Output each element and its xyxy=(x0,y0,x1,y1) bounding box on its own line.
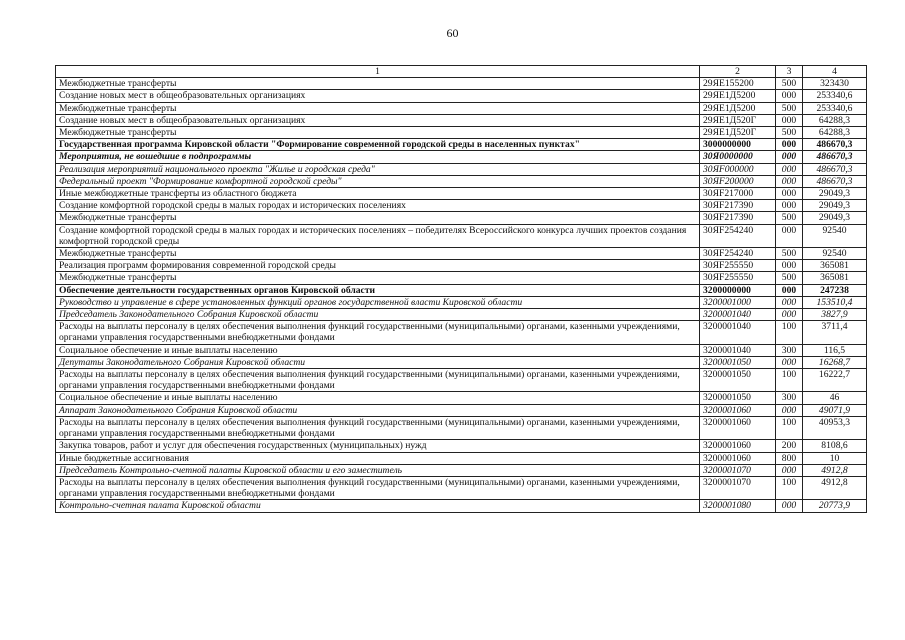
row-amount-cell: 92540 xyxy=(803,248,867,260)
row-expense-type-cell: 200 xyxy=(776,440,803,452)
row-amount-cell: 29049,3 xyxy=(803,212,867,224)
row-name-cell: Создание новых мест в общеобразовательных организациях xyxy=(56,114,700,126)
row-code-cell: 3200001060 xyxy=(700,452,776,464)
column-header-amount: 4 xyxy=(803,66,867,78)
table-row xyxy=(56,392,867,404)
row-amount-cell: 49071,9 xyxy=(803,404,867,416)
row-amount-cell: 153510,4 xyxy=(803,296,867,308)
row-code-cell: 3200001060 xyxy=(700,416,776,439)
row-amount-cell: 8108,6 xyxy=(803,440,867,452)
row-expense-type-cell: 000 xyxy=(776,175,803,187)
row-name-cell: Социальное обеспечение и иные выплаты населению xyxy=(56,392,700,404)
row-amount-cell: 253340,6 xyxy=(803,90,867,102)
row-name-cell: Контрольно-счетная палата Кировской области xyxy=(56,500,700,512)
row-expense-type-cell: 000 xyxy=(776,284,803,296)
table-row xyxy=(56,356,867,368)
row-name-cell: Государственная программа Кировской области "Формирование современной городской среды в населенных пунктах" xyxy=(56,139,700,151)
row-code-cell: 3200001080 xyxy=(700,500,776,512)
table-row xyxy=(56,212,867,224)
row-name-cell: Иные бюджетные ассигнования xyxy=(56,452,700,464)
row-code-cell: 3200001050 xyxy=(700,392,776,404)
row-amount-cell: 4912,8 xyxy=(803,476,867,499)
row-amount-cell: 10 xyxy=(803,452,867,464)
row-name-cell: Федеральный проект "Формирование комфортной городской среды" xyxy=(56,175,700,187)
row-code-cell: 30ЯF217390 xyxy=(700,200,776,212)
row-code-cell: 3200001050 xyxy=(700,369,776,392)
row-expense-type-cell: 000 xyxy=(776,404,803,416)
row-amount-cell: 365081 xyxy=(803,260,867,272)
row-name-cell: Межбюджетные трансферты xyxy=(56,102,700,114)
row-name-cell: Руководство и управление в сфере установленных функций органов государственной власти Кировской области xyxy=(56,296,700,308)
row-expense-type-cell: 300 xyxy=(776,392,803,404)
row-expense-type-cell: 000 xyxy=(776,500,803,512)
table-row xyxy=(56,369,867,392)
table-row xyxy=(56,404,867,416)
row-code-cell: 30ЯF217000 xyxy=(700,188,776,200)
row-name-cell: Межбюджетные трансферты xyxy=(56,248,700,260)
row-name-cell: Мероприятия, не вошедшие в подпрограммы xyxy=(56,151,700,163)
row-code-cell: 30ЯF200000 xyxy=(700,175,776,187)
row-name-cell: Закупка товаров, работ и услуг для обеспечения государственных (муниципальных) нужд xyxy=(56,440,700,452)
row-code-cell: 3200001070 xyxy=(700,476,776,499)
row-amount-cell: 486670,3 xyxy=(803,175,867,187)
row-name-cell: Создание новых мест в общеобразовательных организациях xyxy=(56,90,700,102)
table-row xyxy=(56,224,867,247)
row-code-cell: 30ЯF255550 xyxy=(700,272,776,284)
row-name-cell: Расходы на выплаты персоналу в целях обеспечения выполнения функций государственными (муниципальными) органами, казенными учреждениями, органами управления государственными внебюджетными фондами xyxy=(56,416,700,439)
row-name-cell: Расходы на выплаты персоналу в целях обеспечения выполнения функций государственными (муниципальными) органами, казенными учреждениями, органами управления государственными внебюджетными фондами xyxy=(56,321,700,344)
table-row xyxy=(56,272,867,284)
table-row xyxy=(56,114,867,126)
row-expense-type-cell: 500 xyxy=(776,212,803,224)
row-name-cell: Реализация мероприятий национального проекта "Жилье и городская среда" xyxy=(56,163,700,175)
table-row xyxy=(56,464,867,476)
row-expense-type-cell: 000 xyxy=(776,90,803,102)
table-row xyxy=(56,102,867,114)
table-row xyxy=(56,476,867,499)
row-expense-type-cell: 000 xyxy=(776,200,803,212)
row-code-cell: 30ЯF217390 xyxy=(700,212,776,224)
table-row xyxy=(56,200,867,212)
row-amount-cell: 29049,3 xyxy=(803,188,867,200)
table-row xyxy=(56,500,867,512)
row-amount-cell: 64288,3 xyxy=(803,127,867,139)
row-expense-type-cell: 000 xyxy=(776,139,803,151)
row-amount-cell: 116,5 xyxy=(803,344,867,356)
table-row xyxy=(56,151,867,163)
row-code-cell: 3000000000 xyxy=(700,139,776,151)
row-amount-cell: 486670,3 xyxy=(803,163,867,175)
row-code-cell: 3200001060 xyxy=(700,404,776,416)
row-expense-type-cell: 100 xyxy=(776,476,803,499)
row-expense-type-cell: 000 xyxy=(776,464,803,476)
row-expense-type-cell: 500 xyxy=(776,272,803,284)
row-code-cell: 3200000000 xyxy=(700,284,776,296)
row-amount-cell: 16222,7 xyxy=(803,369,867,392)
row-code-cell: 30ЯF255550 xyxy=(700,260,776,272)
table-row xyxy=(56,248,867,260)
row-name-cell: Реализация программ формирования современной городской среды xyxy=(56,260,700,272)
row-expense-type-cell: 100 xyxy=(776,416,803,439)
row-name-cell: Создание комфортной городской среды в малых городах и исторических поселениях xyxy=(56,200,700,212)
row-code-cell: 30Я0000000 xyxy=(700,151,776,163)
table-row xyxy=(56,309,867,321)
row-name-cell: Депутаты Законодательного Собрания Кировской области xyxy=(56,356,700,368)
row-expense-type-cell: 000 xyxy=(776,260,803,272)
row-name-cell: Расходы на выплаты персоналу в целях обеспечения выполнения функций государственными (муниципальными) органами, казенными учреждениями, органами управления государственными внебюджетными фондами xyxy=(56,369,700,392)
row-expense-type-cell: 000 xyxy=(776,224,803,247)
row-expense-type-cell: 100 xyxy=(776,369,803,392)
row-code-cell: 3200001070 xyxy=(700,464,776,476)
row-expense-type-cell: 500 xyxy=(776,102,803,114)
row-code-cell: 29ЯЕ1Д5200 xyxy=(700,90,776,102)
column-header-code: 2 xyxy=(700,66,776,78)
row-name-cell: Межбюджетные трансферты xyxy=(56,272,700,284)
row-expense-type-cell: 500 xyxy=(776,78,803,90)
page-number: 60 xyxy=(446,26,459,40)
row-name-cell: Иные межбюджетные трансферты из областного бюджета xyxy=(56,188,700,200)
row-code-cell: 3200001000 xyxy=(700,296,776,308)
row-amount-cell: 29049,3 xyxy=(803,200,867,212)
row-amount-cell: 4912,8 xyxy=(803,464,867,476)
row-code-cell: 30ЯF254240 xyxy=(700,248,776,260)
table-row xyxy=(56,139,867,151)
row-expense-type-cell: 300 xyxy=(776,344,803,356)
row-code-cell: 29ЯЕ155200 xyxy=(700,78,776,90)
row-name-cell: Межбюджетные трансферты xyxy=(56,127,700,139)
row-expense-type-cell: 000 xyxy=(776,296,803,308)
table-row xyxy=(56,440,867,452)
table-row xyxy=(56,90,867,102)
table-row xyxy=(56,127,867,139)
row-name-cell: Председатель Законодательного Собрания Кировской области xyxy=(56,309,700,321)
budget-table xyxy=(55,65,867,513)
row-amount-cell: 247238 xyxy=(803,284,867,296)
table-row xyxy=(56,175,867,187)
row-code-cell: 3200001040 xyxy=(700,321,776,344)
table-row xyxy=(56,284,867,296)
row-code-cell: 29ЯЕ1Д5200 xyxy=(700,102,776,114)
row-expense-type-cell: 000 xyxy=(776,188,803,200)
row-code-cell: 30ЯF000000 xyxy=(700,163,776,175)
table-row xyxy=(56,163,867,175)
row-name-cell: Обеспечение деятельности государственных органов Кировской области xyxy=(56,284,700,296)
row-amount-cell: 3711,4 xyxy=(803,321,867,344)
row-amount-cell: 486670,3 xyxy=(803,139,867,151)
table-body xyxy=(56,78,867,512)
table-row xyxy=(56,188,867,200)
row-amount-cell: 92540 xyxy=(803,224,867,247)
row-name-cell: Межбюджетные трансферты xyxy=(56,212,700,224)
row-expense-type-cell: 500 xyxy=(776,127,803,139)
table-row xyxy=(56,296,867,308)
row-name-cell: Социальное обеспечение и иные выплаты населению xyxy=(56,344,700,356)
row-code-cell: 29ЯЕ1Д520Г xyxy=(700,127,776,139)
row-code-cell: 30ЯF254240 xyxy=(700,224,776,247)
row-code-cell: 3200001040 xyxy=(700,344,776,356)
table-row xyxy=(56,78,867,90)
table-row xyxy=(56,321,867,344)
row-name-cell: Председатель Контрольно-счетной палаты Кировской области и его заместитель xyxy=(56,464,700,476)
row-expense-type-cell: 000 xyxy=(776,163,803,175)
row-code-cell: 3200001040 xyxy=(700,309,776,321)
row-amount-cell: 64288,3 xyxy=(803,114,867,126)
row-amount-cell: 16268,7 xyxy=(803,356,867,368)
row-expense-type-cell: 000 xyxy=(776,114,803,126)
table-row xyxy=(56,260,867,272)
row-code-cell: 3200001050 xyxy=(700,356,776,368)
row-amount-cell: 365081 xyxy=(803,272,867,284)
column-header-name: 1 xyxy=(56,66,700,78)
row-amount-cell: 486670,3 xyxy=(803,151,867,163)
row-name-cell: Межбюджетные трансферты xyxy=(56,78,700,90)
table-row xyxy=(56,452,867,464)
row-amount-cell: 253340,6 xyxy=(803,102,867,114)
row-amount-cell: 20773,9 xyxy=(803,500,867,512)
row-amount-cell: 3827,9 xyxy=(803,309,867,321)
row-name-cell: Аппарат Законодательного Собрания Кировской области xyxy=(56,404,700,416)
table-row xyxy=(56,344,867,356)
row-amount-cell: 323430 xyxy=(803,78,867,90)
table-row xyxy=(56,416,867,439)
row-expense-type-cell: 000 xyxy=(776,309,803,321)
row-name-cell: Расходы на выплаты персоналу в целях обеспечения выполнения функций государственными (муниципальными) органами, казенными учреждениями, органами управления государственными внебюджетными фондами xyxy=(56,476,700,499)
row-amount-cell: 46 xyxy=(803,392,867,404)
row-amount-cell: 40953,3 xyxy=(803,416,867,439)
column-header-type: 3 xyxy=(776,66,803,78)
row-expense-type-cell: 500 xyxy=(776,248,803,260)
row-expense-type-cell: 000 xyxy=(776,151,803,163)
table-header-row xyxy=(56,66,867,78)
row-expense-type-cell: 800 xyxy=(776,452,803,464)
row-expense-type-cell: 100 xyxy=(776,321,803,344)
row-code-cell: 29ЯЕ1Д520Г xyxy=(700,114,776,126)
row-name-cell: Создание комфортной городской среды в малых городах и исторических поселениях – победителях Всероссийского конкурса лучших проектов создания комфортной городской среды xyxy=(56,224,700,247)
row-code-cell: 3200001060 xyxy=(700,440,776,452)
row-expense-type-cell: 000 xyxy=(776,356,803,368)
